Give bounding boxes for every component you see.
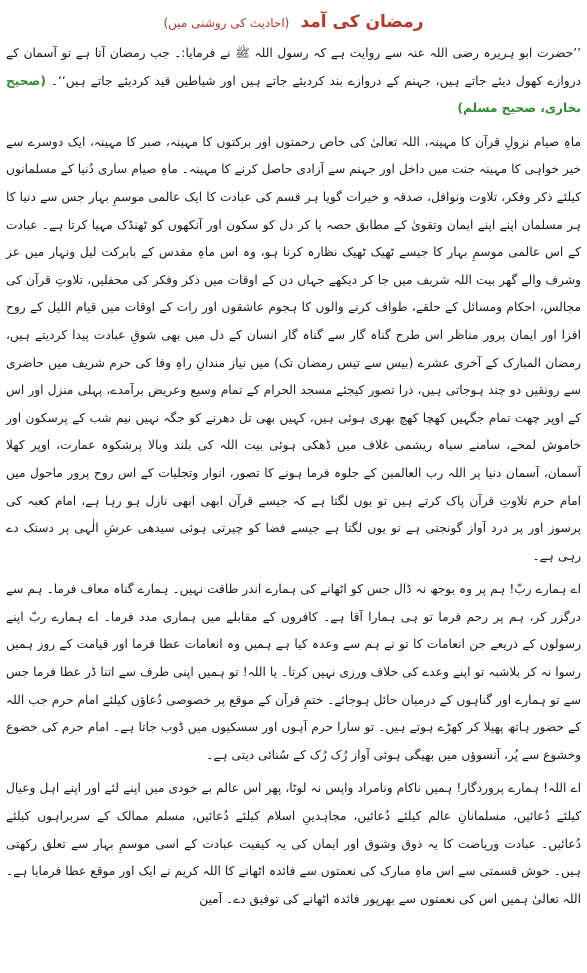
body-paragraph-2: اے ہمارے ربّ! ہم پر وہ بوجھ نہ ڈال جس کو اٹھانے کی ہمارے اندر طاقت نہیں۔ ہمارے گناہ معاف فرما۔ ہم سے درگزر کر، ہم پر رحم فرما تو ہی ہمارا آقا ہے۔ کافروں کے مقابلے میں ہماری مدد فرما۔ اے ہمارے ربّ اپنے رسولوں کے ذریعے جن انعامات کا تو نے ہم سے وعدہ کیا ہے ہمیں وہ انعامات عطا فرما اور قیامت کے روز ہمیں رسوا نہ کر بلاشبہ تو اپنے وعدے کی خلاف ورزی نہیں کرتا۔ یا اللہ! تو ہمیں اپنی طرف سے اتنا ڈر عطا فرما جس سے تو ہمارے اور گناہوں کے درمیان حائل ہوجائے۔ ختمِ قرآن کے موقع پر خصوصی دُعاؤں کیلئے امام حرم جب اللہ کے حضور ہاتھ پھیلا کر کھڑے ہوتے ہیں۔ تو سارا حرم آہوں اور سسکیوں میں ڈوب جاتا ہے۔ امام حرم کی خضوع وخشوع سے پُر، آنسوؤں میں بھیگی ہوئی آواز رُک رُک کے سُنائی دیتی ہے۔	[6, 582, 581, 762]
page-title: رمضان کی آمد	[300, 12, 424, 32]
body-paragraph-1: ماہِ صیام نزولِ قرآن کا مہینہ، اللہ تعالیٰ کی خاص رحمتوں اور برکتوں کا مہینہ، صبر کا مہینہ، ایک دوسرے سے خیر خواہی کا مہینہ جنت میں داخل اور جہنم سے آزادی حاصل کرنے کا مہینہ۔ ماہِ صیام ساری دُنیا کے مسلمانوں کیلئے ذکر وفکر، تلاوت ونوافل، صدقہ و خیرات گویا ہر قسم کی عبادت کا ایک عالمی موسمِ بہار جس سے دنیا کا ہر مسلمان اپنے اپنے ایمان وتقویٰ کے مطابق حصہ پا کر دل کو سکون اور آنکھوں کو ٹھنڈک مہیا کرتا ہے۔ عبادت کے اس عالمی موسمِ بہار کا جیسے ٹھیک ٹھیک نظارہ کرنا ہو، وہ اس ماہِ مقدس کے بابرکت لیل ونہار میں عز وشرف والے گھر بیت اللہ شریف میں جا کر دیکھے جہاں دن کے اوقات میں ذکر وفکر کی محفلیں، تلاوتِ قرآن کی مجالس، احکام ومسائل کے حلقے، طواف کرنے والوں کا ہجوم عاشقوں اور رات کے اوقات میں قیام اللیل کے روح افزا اور ایمان پرور مناظر اس طرح گناہ گار سے گناہ گار انسان کے دل میں بھی شوقِ عبادت پیدا کردیتے ہیں، رمضان المبارک کے آخری عشرے (بیس سے تیس رمضان تک) میں نیاز مندانِ راہِ وفا کی حرم شریف میں حاضری سے رونقیں دو چند ہوجاتی ہیں، ذرا تصور کیجئے مسجد الحرام کے تمام وسیع وعریض برآمدے، پہلی منزل اور اس کے اوپر چھت تمام جگہیں کھچا کھچ بھری ہوئی ہیں، کہیں بھی تل دھرنے کو جگہ نہیں نیم شب کے پرسکون اور خاموش لمحے، سامنے سیاہ ریشمی غلاف میں ڈھکی ہوئی بیت اللہ کی بلند وبالا پرشکوہ عمارت، اوپر کھلا آسمان، آسمان دنیا پر اللہ رب العالمین کے جلوہ فرما ہونے کا تصور، انوار وتجلیات کے اس روح پرور ماحول میں امام حرم تلاوتِ قرآن پاک کرتے ہیں تو یوں لگتا ہے کہ جیسے قرآن ابھی ابھی نازل ہو رہا ہے، امام کعبہ کی پرسوز اور پر درد آواز گونجتی ہے تو یوں لگتا ہے جیسے فضا کو چیرتی ہوئی سیدھی عرشِ الٰہی پر دستک دے رہی ہے۔	[6, 134, 581, 563]
title-row	[6, 4, 581, 40]
hadith-paragraph	[6, 40, 581, 123]
body-paragraph-3: اے اللہ! ہمارے پروردگار! ہمیں ناکام ونامراد واپس نہ لوٹا، پھر اس عالم بے خودی میں اپنے لئے اور اپنے اہل وعیال کیلئے دُعائیں، مسلمانانِ عالم کیلئے دُعائیں، مجاہدینِ اسلام کیلئے دُعائیں، مسلم ممالک کے سربراہوں کیلئے دُعائیں۔ عبادت وریاضت کا یہ ذوق وشوق اور ایمان کی یہ کیفیت عبادت کے اسی موسمِ بہار سے تعلق رکھتی ہیں۔ خوش قسمتی سے اس ماہِ مبارک کی نعمتوں سے فائدہ اٹھانے کا اللہ کریم نے ایک اور موقع عطا فرمایا ہے۔ اللہ تعالیٰ ہمیں اس کی نعمتوں سے بھرپور فائدہ اٹھانے کی توفیق دے۔ آمین	[6, 781, 581, 906]
hadith-source: (صحیح بخاری، صحیح مسلم)	[6, 73, 581, 116]
article-body	[6, 40, 581, 913]
hadith-text: ’’حضرت ابو ہریرہ رضی اللہ عنہ سے روایت ہے کہ رسول اللہ ﷺ نے فرمایا:۔ جب رمضان آتا ہے تو آسمان کے دروازے کھول دیئے جاتے ہیں، جہنم کے دروازے بند کردیئے جاتے ہیں اور شیاطین قید کردیئے جاتے ہیں‘‘۔	[6, 46, 582, 88]
page-subtitle: (احادیث کی روشنی میں)	[163, 16, 290, 30]
